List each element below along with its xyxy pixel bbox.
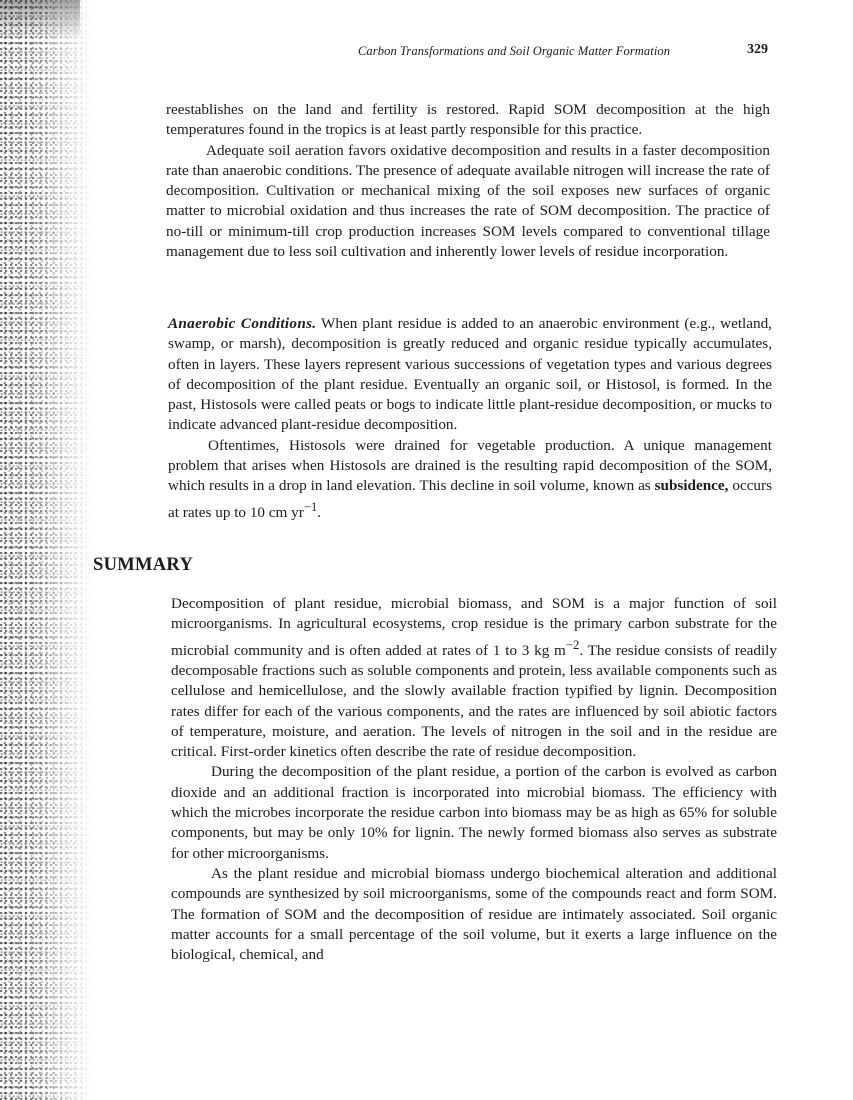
summary-paragraph-3: As the plant residue and microbial biomass undergo biochemical alteration and additional compounds are synthesized by soil microorganisms, some of the compounds react and form SOM. The formation of SOM and the decomposition of residue are intimately associated. Soil organic matter accounts for a small percentage of the soil volume, but it exerts a large influence on the biological, chemical, and bbox=[171, 864, 777, 964]
anaerobic-heading: Anaerobic Conditions. bbox=[168, 315, 317, 332]
summary-paragraph-1-end: . The residue consists of readily decomposable fractions such as soluble components and protein, less available components such as cellulose and hemicellulose, and the slowly available fraction typified by lignin. Decomposition rates differ for each of the various components, and the rates are influenced by soil abiotic factors of temperature, moisture, and aeration. The levels of nitrogen in the soil and in the residue are critical. First-order kinetics often describe the rate of residue decomposition. bbox=[171, 641, 777, 761]
exponent-per-area: −2 bbox=[565, 637, 580, 652]
running-header bbox=[340, 42, 768, 62]
exponent-per-year: −1 bbox=[303, 499, 318, 514]
anaerobic-paragraph-1 bbox=[168, 314, 772, 436]
anaerobic-section bbox=[168, 314, 772, 523]
anaerobic-paragraph-2 bbox=[168, 436, 772, 523]
page-number: 329 bbox=[747, 42, 768, 57]
running-title: Carbon Transformations and Soil Organic Matter Formation bbox=[358, 44, 671, 58]
scan-binding-edge bbox=[0, 0, 92, 1100]
scan-corner-shadow bbox=[0, 0, 80, 40]
anaerobic-paragraph-2-end: occurs at rates up to 10 cm yr bbox=[168, 477, 772, 521]
subsidence-term: subsidence, bbox=[654, 477, 729, 495]
anaerobic-paragraph-2-text: Oftentimes, Histosols were drained for vegetable production. A unique management problem that arises when Histosols are drained is the resulting rapid decomposition of the SOM, which results in a drop in land elevation. This decline in soil volume, known as bbox=[168, 436, 772, 495]
continued-section bbox=[166, 100, 770, 262]
summary-section bbox=[171, 594, 777, 965]
anaerobic-paragraph-1-text: When plant residue is added to an anaerobic environment (e.g., wetland, swamp, or marsh), decomposition is greatly reduced and organic residue typically accumulates, often in layers. These layers represent various successions of vegetation types and various degrees of decomposition of the plant residue. Eventually an organic soil, or Histosol, is formed. In the past, Histosols were called peats or bogs to indicate little plant-residue decomposition, or mucks to indicate advanced plant-residue decomposition. bbox=[168, 315, 772, 434]
summary-paragraph-1 bbox=[171, 594, 777, 762]
summary-heading: SUMMARY bbox=[93, 555, 194, 575]
paragraph-continued: reestablishes on the land and fertility is restored. Rapid SOM decomposition at the high temperatures found in the tropics is at least partly responsible for this practice. bbox=[166, 101, 770, 139]
summary-paragraph-1-text: Decomposition of plant residue, microbial biomass, and SOM is a major function of soil microorganisms. In agricultural ecosystems, crop residue is the primary carbon substrate for the microbial community and is often added at rates of 1 to 3 kg m bbox=[171, 595, 777, 659]
paragraph-aeration: Adequate soil aeration favors oxidative decomposition and results in a faster decomposition rate than anaerobic conditions. The presence of adequate available nitrogen will increase the rate of decomposition. Cultivation or mechanical mixing of the soil exposes new surfaces of organic matter to microbial oxidation and thus increases the rate of SOM decomposition. The practice of no-till or minimum-till crop production increases SOM levels compared to conventional tillage management due to less soil cultivation and inherently lower levels of residue incorporation. bbox=[166, 141, 770, 261]
anaerobic-paragraph-2-period: . bbox=[317, 503, 322, 521]
summary-paragraph-2: During the decomposition of the plant residue, a portion of the carbon is evolved as carbon dioxide and an additional fraction is incorporated into microbial biomass. The efficiency with which the microbes incorporate the residue carbon into biomass may be as high as 65% for soluble components, but may be only 10% for lignin. The newly formed biomass also serves as substrate for other microorganisms. bbox=[171, 763, 777, 862]
